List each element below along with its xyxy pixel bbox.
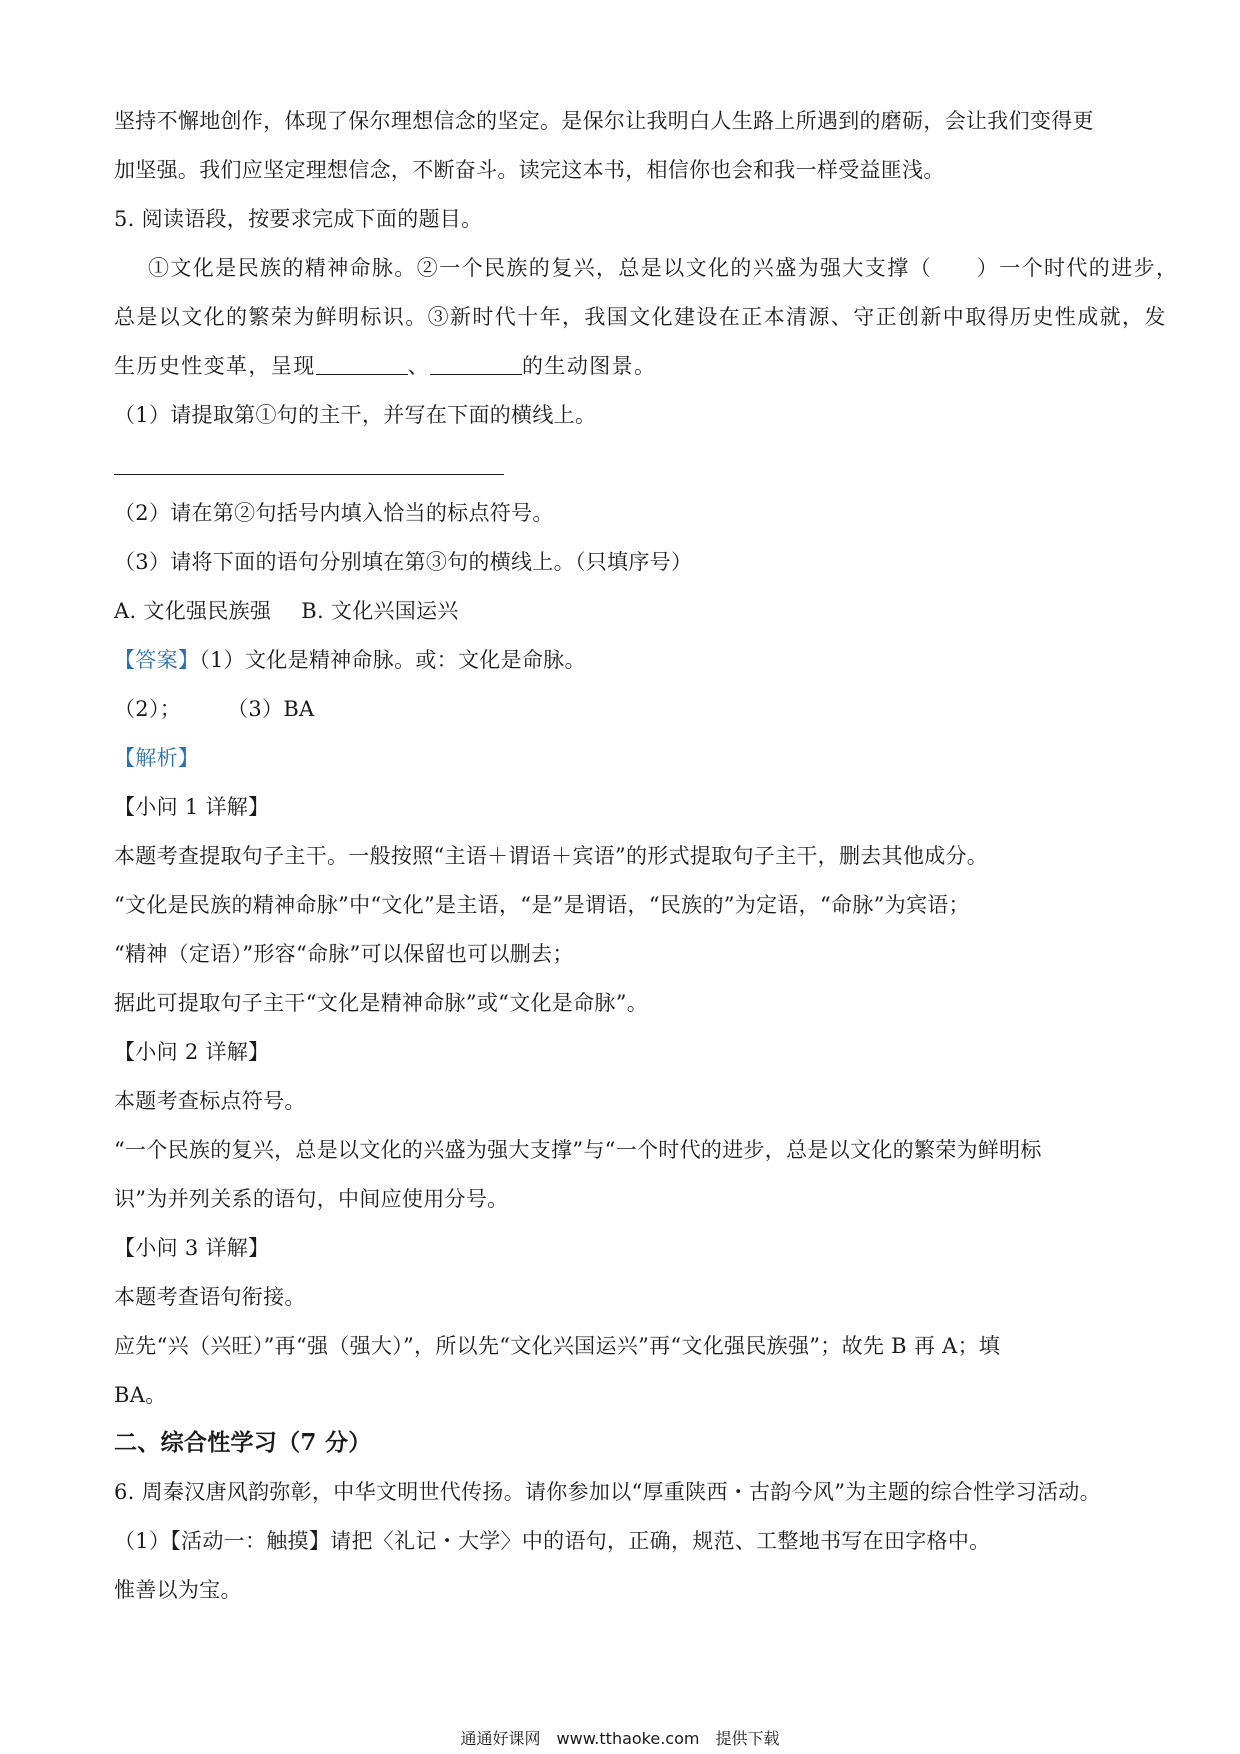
answer-text: （2）；: [114, 697, 182, 721]
text-line: “一个民族的复兴，总是以文化的兴盛为强大支撑”与“一个时代的进步，总是以文化的繁荣为鲜明标: [114, 1138, 1042, 1162]
sub-question-6-1: （1）【活动一：触摸】请把〈礼记・大学〉中的语句，正确，规范、工整地书写在田字格中。: [114, 1529, 991, 1553]
sub-question-2: （2）请在第②句括号内填入恰当的标点符号。: [114, 501, 554, 525]
passage-line: 总是以文化的繁荣为鲜明标识。③新时代十年，我国文化建设在正本清源、守正创新中取得历史性成就，发: [114, 305, 1167, 329]
options-line: [114, 596, 1134, 626]
answer-line-2: [114, 694, 1134, 724]
text-line: 加坚强。我们应坚定理想信念，不断奋斗。读完这本书，相信你也会和我一样受益匪浅。: [114, 158, 945, 182]
text-line: 坚持不懈地创作，体现了保尔理想信念的坚定。是保尔让我明白人生路上所遇到的磨砺，会让我们变得更: [114, 109, 1094, 133]
footer-credit: 通通好课网 www.tthaoke.com 提供下载: [460, 1729, 780, 1748]
sub-question-3: （3）请将下面的语句分别填在第③句的横线上。（只填序号）: [114, 550, 693, 574]
text-line: “文化是民族的精神命脉”中“文化”是主语，“是”是谓语，“民族的”为定语，“命脉”为宾语；: [114, 893, 970, 917]
answer-tag: 【答案】: [114, 648, 200, 672]
fill-blank: [316, 354, 408, 375]
sub-question-1: （1）请提取第①句的主干，并写在下面的横线上。: [114, 403, 597, 427]
passage-line: [114, 351, 1134, 381]
text-line: 本题考查语句衔接。: [114, 1285, 306, 1309]
section-heading: 【小问 1 详解】: [114, 795, 270, 819]
fill-blank: [430, 354, 522, 375]
passage-text: 、: [407, 354, 431, 378]
text-line: 本题考查提取句子主干。一般按照“主语＋谓语＋宾语”的形式提取句子主干，删去其他成分。: [114, 844, 989, 868]
text-line: 应先“兴（兴旺）”再“强（强大）”，所以先“文化兴国运兴”再“文化强民族强”；故先 B 再 A；填: [114, 1334, 1001, 1358]
analysis-tag: 【解析】: [114, 746, 200, 770]
text-line: “精神（定语）”形容“命脉”可以保留也可以删去；: [114, 942, 574, 966]
option-b: B. 文化兴国运兴: [301, 599, 459, 623]
text-line: 识”为并列关系的语句，中间应使用分号。: [114, 1187, 509, 1211]
text-line: 惟善以为宝。: [114, 1578, 242, 1602]
answer-line-1: [114, 645, 1134, 675]
section-heading: 【小问 2 详解】: [114, 1040, 270, 1064]
passage-text: 的生动图景。: [522, 354, 657, 378]
text-line: 据此可提取句子主干“文化是精神命脉”或“文化是命脉”。: [114, 991, 649, 1015]
question-6: 6. 周秦汉唐风韵弥彰，中华文明世代传扬。请你参加以“厚重陕西・古韵今风”为主题的综合性学习活动。: [114, 1480, 1101, 1504]
question-5: 5. 阅读语段，按要求完成下面的题目。: [114, 207, 483, 231]
passage-line: ①文化是民族的精神命脉。②一个民族的复兴，总是以文化的兴盛为强大支撑（ ）一个时代的进步，: [148, 256, 1179, 280]
section-title: 二、综合性学习（7 分）: [114, 1429, 372, 1456]
option-a: A. 文化强民族强: [114, 599, 272, 623]
passage-text: 生历史性变革，呈现: [114, 354, 316, 378]
answer-text: （3）BA: [227, 697, 315, 721]
answer-text: （1）文化是精神命脉。或：文化是命脉。: [199, 648, 586, 672]
text-line: BA。: [114, 1383, 167, 1407]
answer-line: [114, 474, 504, 475]
text-line: 本题考查标点符号。: [114, 1089, 306, 1113]
section-heading: 【小问 3 详解】: [114, 1236, 270, 1260]
